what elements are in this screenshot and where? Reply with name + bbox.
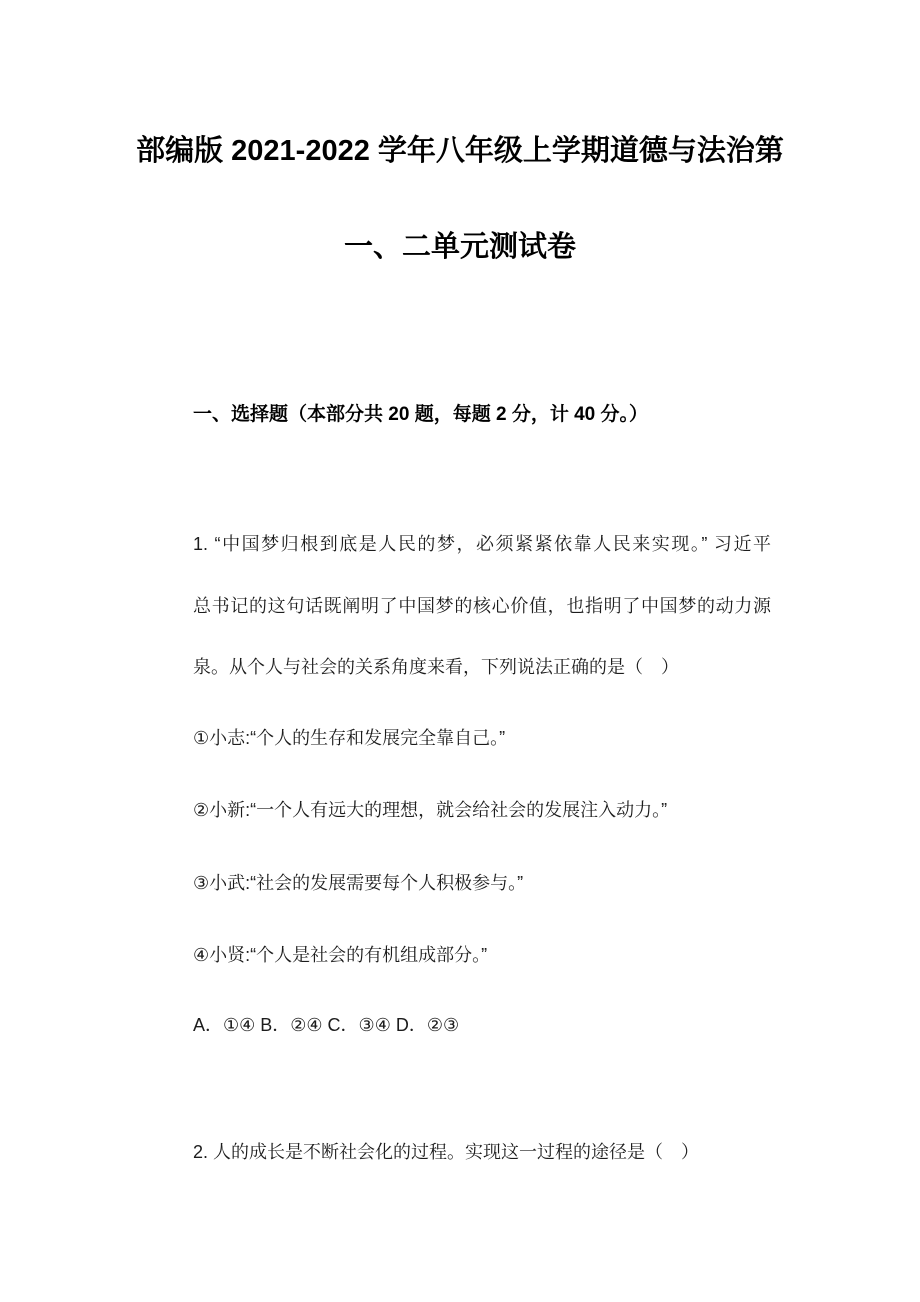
- question-1-statement-1: ①小志:“个人的生存和发展完全靠自己。”: [193, 728, 506, 748]
- document-title-line-2: 一、二单元测试卷: [343, 231, 576, 263]
- section-heading-multiple-choice: 一、选择题（本部分共 20 题，每题 2 分，计 40 分。）: [193, 404, 649, 425]
- question-1-line-2: 总书记的这句话既阐明了中国梦的核心价值，也指明了中国梦的动力源: [193, 596, 771, 616]
- question-1-line-3: 泉。从个人与社会的关系角度来看，下列说法正确的是（ ）: [193, 657, 679, 677]
- question-1-statement-4: ④小贤:“个人是社会的有机组成部分。”: [193, 945, 488, 965]
- question-1-statement-3: ③小武:“社会的发展需要每个人积极参与。”: [193, 873, 524, 893]
- document-title-line-1: 部编版 2021-2022 学年八年级上学期道德与法治第: [136, 135, 784, 167]
- question-2-text: 2. 人的成长是不断社会化的过程。实现这一过程的途径是（ ）: [193, 1142, 700, 1162]
- question-1-statement-2: ②小新:“一个人有远大的理想，就会给社会的发展注入动力。”: [193, 800, 668, 820]
- question-1-line-1: 1. “中国梦归根到底是人民的梦，必须紧紧依靠人民来实现。” 习近平: [193, 534, 771, 554]
- question-1-answer-options: A．①④ B．②④ C．③④ D．②③: [193, 1015, 460, 1035]
